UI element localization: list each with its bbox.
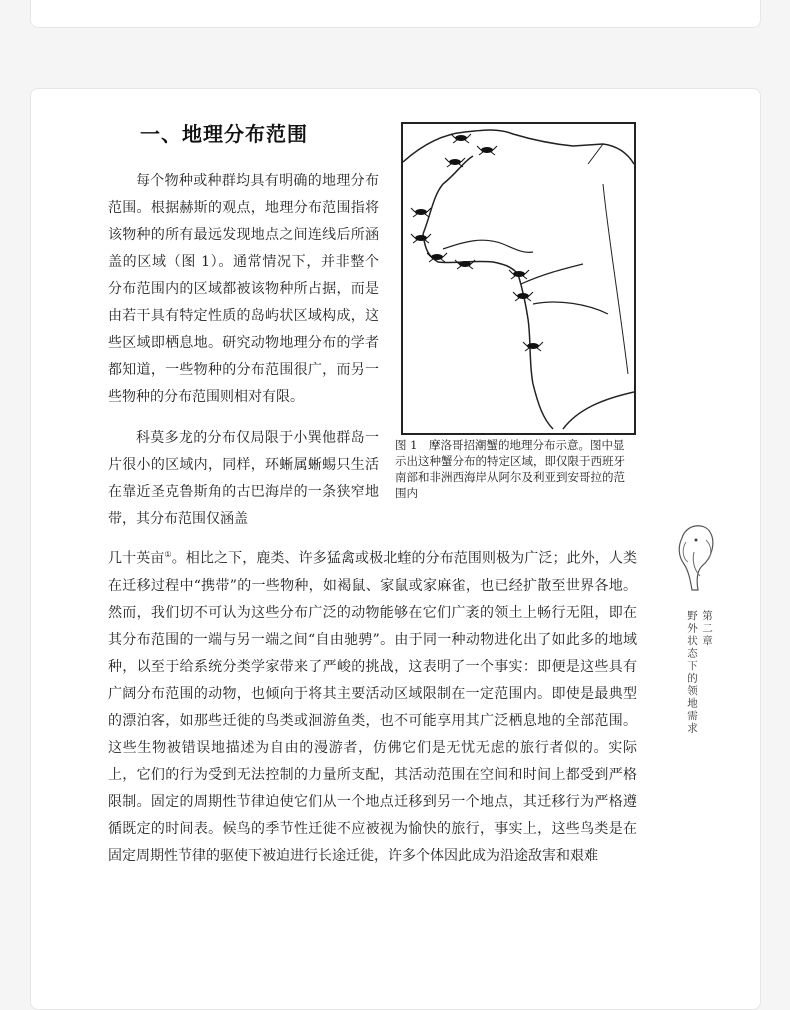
- crab-marker: [513, 292, 533, 301]
- crab-marker: [411, 234, 431, 243]
- chapter-label: [685, 610, 715, 735]
- map-illustration: [403, 124, 634, 433]
- crab-marker: [411, 208, 431, 217]
- africa-distribution-map: [401, 122, 636, 435]
- elephant-icon: [672, 518, 720, 598]
- crab-marker: [477, 146, 497, 155]
- paragraph-2-text-a: 几十英亩: [108, 550, 165, 567]
- chapter-sidebar: [672, 518, 720, 758]
- chapter-title: 野外状态下的领地需求: [686, 610, 698, 735]
- footnote-mark[interactable]: ①: [164, 550, 172, 559]
- chapter-number: 第二章: [701, 610, 713, 648]
- paragraph-2: 科莫多龙的分布仅局限于小巽他群岛一片很小的区域内，同样，环蜥属蜥蜴只生活在靠近圣克鲁斯角的古巴海岸的一条狭窄地带，其分布范围仅涵盖: [108, 430, 379, 527]
- paragraph-2-continued: [108, 541, 637, 870]
- paragraph-1: 每个物种或种群均具有明确的地理分布范围。根据赫斯的观点，地理分布范围指将该物种的所有最远发现地点之间连线后所涵盖的区域（图 1）。通常情况下，并非整个分布范围内的区域都被该物种所占据，而是由若干具有特定性质的岛屿状区域构成，这些区域即栖息地。研究动物地理分布的学者都知道，一些物种的分布范围很广，而另一些物种的分布范围则相对有限。: [108, 173, 379, 405]
- figure-caption: 图 1 摩洛哥招潮蟹的地理分布示意。图中显示出这种蟹分布的特定区域，即仅限于西班牙南部和非洲西海岸从阿尔及利亚到安哥拉的范围内: [395, 438, 625, 500]
- previous-page-card: [30, 0, 761, 28]
- paragraph-2-text-b: 。相比之下，鹿类、许多猛禽或极北蝰的分布范围则极为广泛；此外，人类在迁移过程中“携带”的一些物种，如褐鼠、家鼠或家麻雀，也已经扩散至世界各地。然而，我们切不可认为这些分布广泛的动物能够在它们广袤的领土上畅行无阻，即在其分布范围的一端与另一端之间“自由驰骋”。由于同一种动物进化出了如此多的地域种，以至于给系统分类学家带来了严峻的挑战，这表明了一个事实：即便是这些具有广阔分布范围的动物，也倾向于将其主要活动区域限制在一定范围内。即使是最典型的漂泊客，如那些迁徙的鸟类或洄游鱼类，也不可能享用其广泛栖息地的全部范围。这些生物被错误地描述为自由的漫游者，仿佛它们是无忧无虑的旅行者似的。实际上，它们的行为受到无法控制的力量所支配，其活动范围在空间和时间上都受到严格限制。固定的周期性节律迫使它们从一个地点迁移到另一个地点，其迁移行为严格遵循既定的时间表。候鸟的季节性迁徙不应被视为愉快的旅行，事实上，这些鸟类是在固定周期性节律的驱使下被迫进行长途迁徙，许多个体因此成为沿途敌害和艰难: [108, 550, 638, 864]
- crab-marker: [445, 158, 465, 167]
- crab-marker: [523, 342, 543, 351]
- section-title: 一、地理分布范围: [140, 122, 308, 146]
- crab-marker: [451, 134, 471, 143]
